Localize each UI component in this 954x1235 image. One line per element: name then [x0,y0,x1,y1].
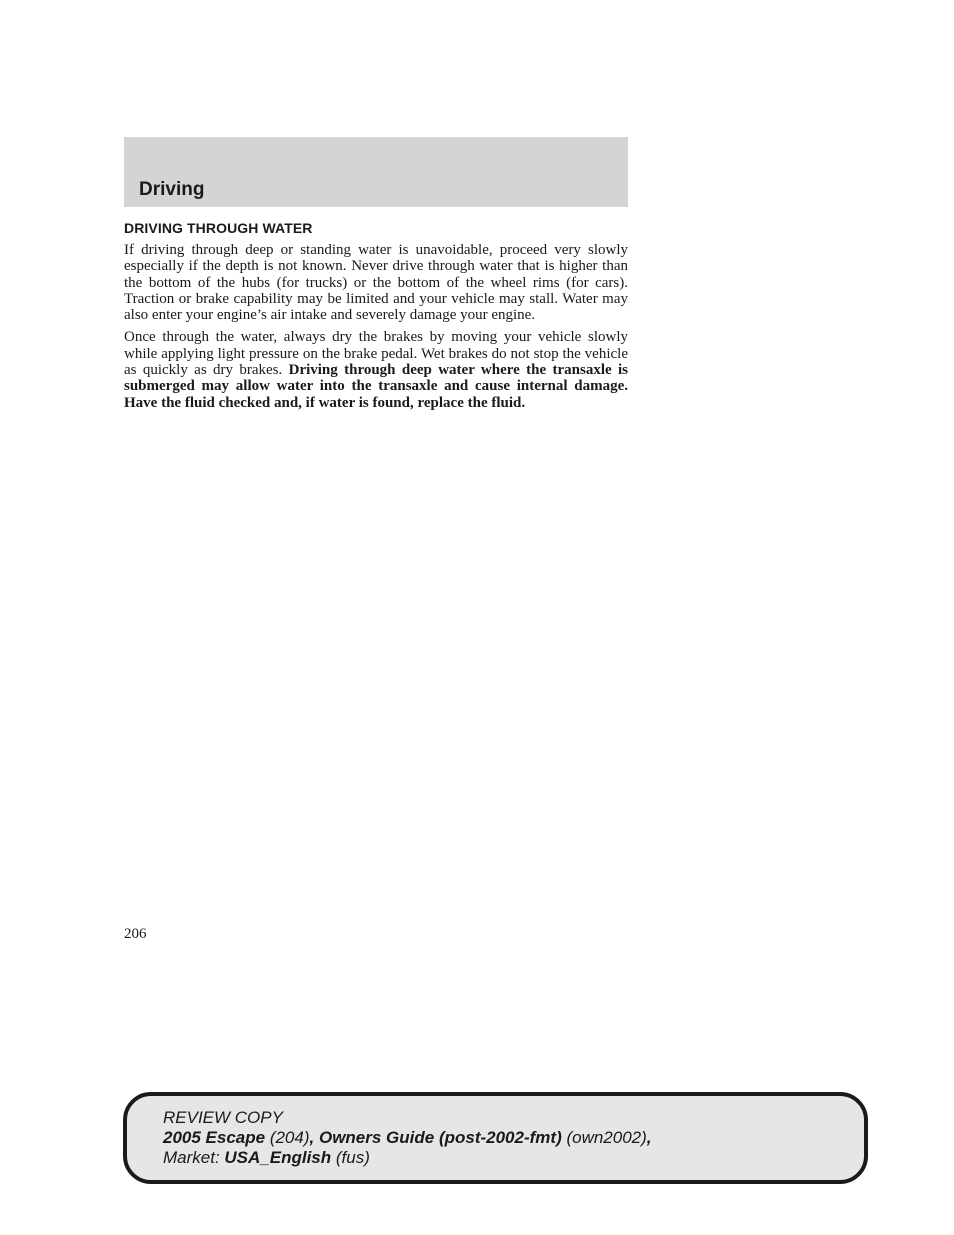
review-line-2 [163,1128,652,1148]
paragraph-2-warning: Driving through deep water where the transaxle is submerged may allow water into the transaxle and cause internal damage. Have the fluid checked and, if water is found, replace the fluid. [124,362,628,411]
review-market-label: Market: [163,1148,225,1167]
paragraph-1: If driving through deep or standing water is unavoidable, proceed very slowly especially if the depth is not known. Never drive through water that is higher than the bottom of the hubs (for trucks) or the bottom of the wheel rims (for cars). Traction or brake capability may be limited and your vehicle may stall. Water may also enter your engine’s air intake and severely damage your engine. [124,242,628,324]
review-guide-code: (own2002) [561,1128,647,1147]
review-copy-text [163,1108,652,1168]
article-content [124,220,628,417]
review-line-1: REVIEW COPY [163,1108,283,1127]
paragraph-2-normal: Once through the water, always dry the brakes by moving your vehicle slowly while applying light pressure on the brake pedal. Wet brakes do not stop the vehicle as quickly as dry brakes. [124,329,628,379]
section-title: Driving [139,179,205,200]
review-sep-2: , [646,1128,652,1147]
review-guide: Owners Guide (post-2002-fmt) [318,1128,562,1147]
review-model-code: (204) [265,1128,310,1147]
review-copy-box [123,1092,868,1184]
review-sep-1: , [309,1128,319,1147]
review-line-3 [163,1148,652,1168]
review-model: 2005 Escape [163,1128,266,1147]
paragraph-2 [124,329,628,410]
page-number: 206 [124,926,147,942]
review-market-code: (fus) [331,1148,370,1167]
section-header [124,137,628,207]
review-market: USA_English [224,1148,332,1167]
article-heading: DRIVING THROUGH WATER [124,220,313,236]
